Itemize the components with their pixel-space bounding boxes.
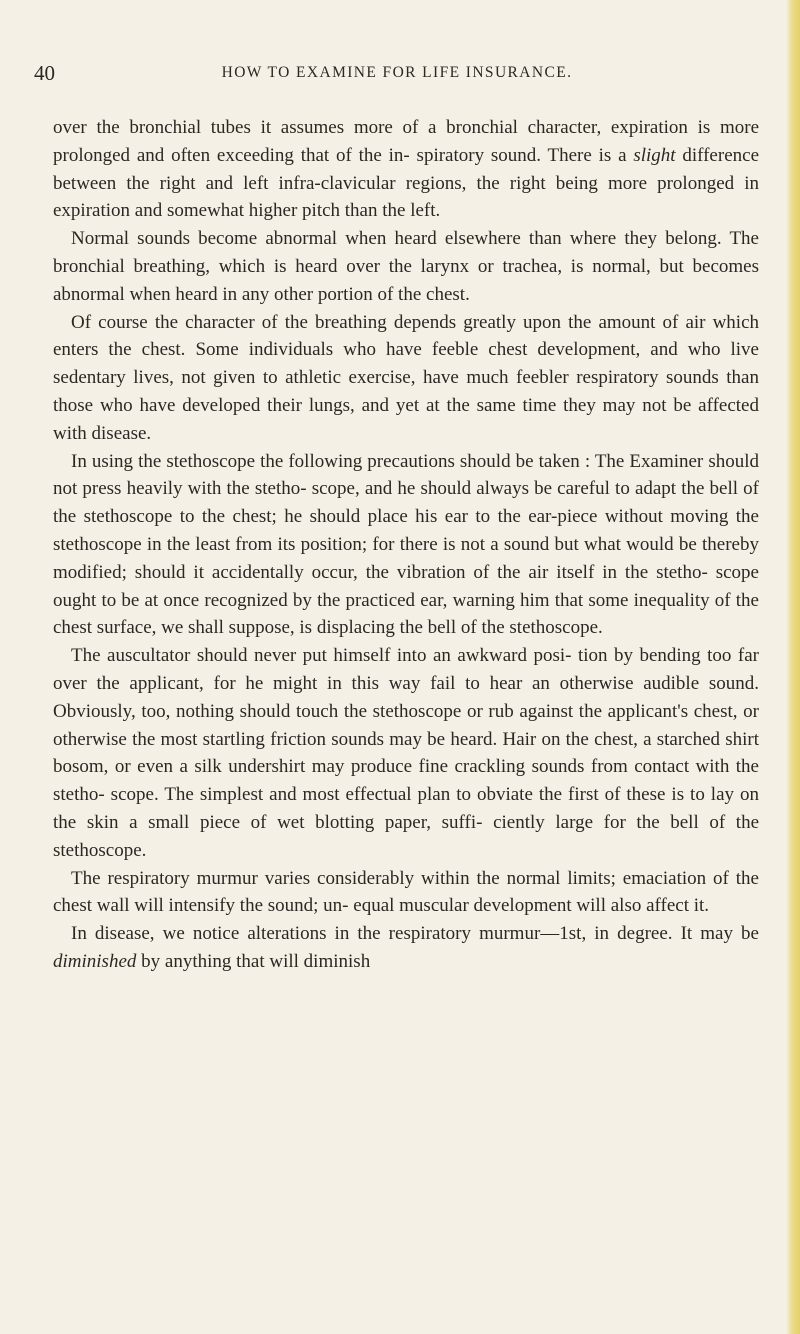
paragraph-1-emphasis: slight [633,144,676,166]
paragraph-1 [53,114,759,225]
paragraph-4: In using the stethoscope the following precautions should be taken : The Examiner should not press heavily with the stetho- scope, and he should always be careful to adapt the bell of the stethoscope to the chest; he should place his ear to the ear-piece without moving the stethoscope in the least from its position; for there is not a sound but what would be thereby modified; should it accidentally occur, the vibration of the air itself in the stetho- scope ought to be at once recognized by the practiced ear, warning him that some inequality of the chest surface, we shall suppose, is displacing the bell of the stethoscope. [53,450,759,639]
paragraph-2: Normal sounds become abnormal when heard elsewhere than where they belong. The bronchial breathing, which is heard over the larynx or trachea, is normal, but becomes abnormal when heard in any other portion of the chest. [53,228,759,305]
paragraph-1-text-a: over the bronchial tubes it assumes more of a bronchial character, expiration is more prolonged and often exceeding that of the in- spiratory sound. There is a [53,117,759,166]
paragraph-7 [53,920,759,976]
paragraph-7-emphasis: diminished [53,950,137,972]
paragraph-7-text-b: by anything that will diminish [136,950,371,972]
running-title: HOW TO EXAMINE FOR LIFE INSURANCE. [221,64,573,81]
paragraph-3: Of course the character of the breathing depends greatly upon the amount of air which enters the chest. Some individuals who have feeble chest development, and who live sedentary lives, not given to athletic exercise, have much feebler respiratory sounds than those who have developed their lungs, and yet at the same time they may not be affected with disease. [53,311,759,444]
paragraph-5: The auscultator should never put himself into an awkward posi- tion by bending too far over the applicant, for he might in this way fail to hear an otherwise audible sound. Obviously, too, nothing should touch the stethoscope or rub against the applicant's chest, or otherwise the most startling friction sounds may be heard. Hair on the chest, a starched shirt bosom, or even a silk undershirt may produce fine crackling sounds from contact with the stetho- scope. The simplest and most effectual plan to obviate the first of these is to lay on the skin a small piece of wet blotting paper, suffi- ciently large for the bell of the stethoscope. [53,645,759,861]
running-head [34,60,760,90]
body-text [53,114,759,976]
paragraph-6: The respiratory murmur varies considerably within the normal limits; emaciation of the chest wall will intensify the sound; un- equal muscular development will also affect it. [53,867,759,917]
page-edge [786,0,800,1334]
page-number: 40 [34,61,55,85]
paragraph-1-text-b: difference between the right and left infra-clavicular regions, the right being more prolonged in expiration and somewhat higher pitch than the left. [53,144,759,222]
paragraph-7-text-a: In disease, we notice alterations in the respiratory murmur—1st, in degree. It may be [71,923,759,945]
